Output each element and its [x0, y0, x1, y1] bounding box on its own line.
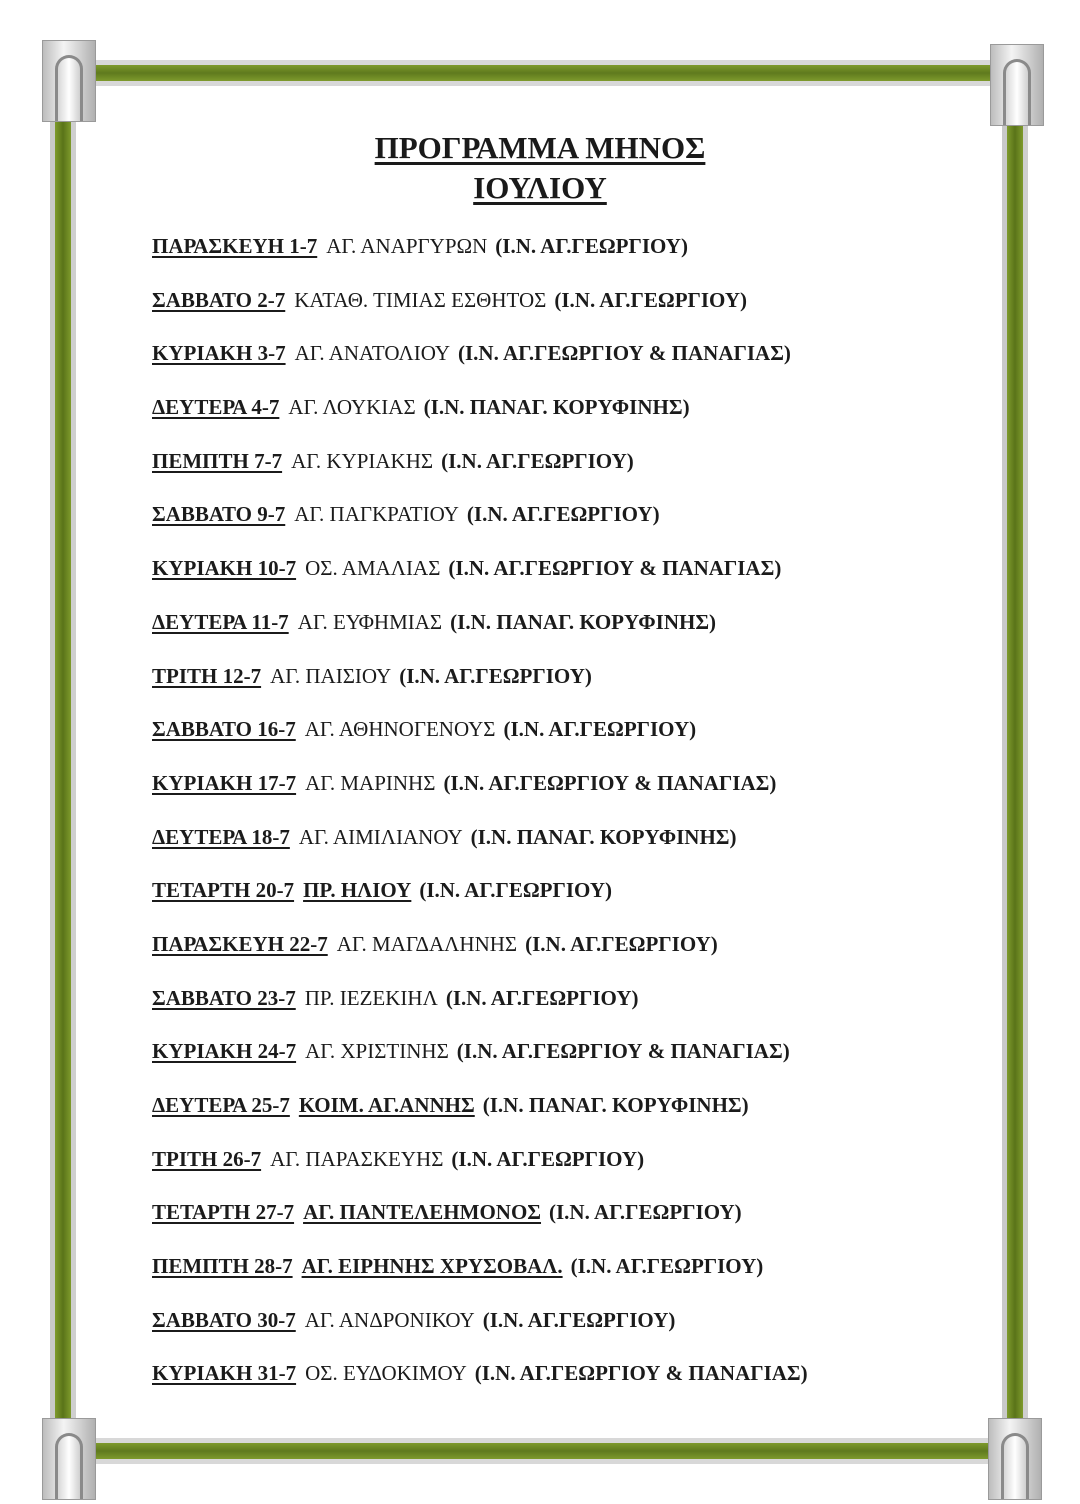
schedule-row: [152, 556, 952, 610]
schedule-day: ΣΑΒΒΑΤΟ 23-7: [152, 985, 296, 1010]
schedule-row: [152, 1147, 952, 1201]
schedule-day: ΤΡΙΤΗ 12-7: [152, 663, 262, 688]
schedule-row: [152, 771, 952, 825]
schedule-day: ΣΑΒΒΑΤΟ 16-7: [152, 717, 296, 742]
schedule-church: (Ι.Ν. ΑΓ.ΓΕΩΡΓΙΟΥ): [495, 234, 688, 258]
schedule-feast: ΑΓ. ΠΑΡΑΣΚΕΥΗΣ: [270, 1146, 444, 1171]
border-left: [50, 60, 76, 1464]
schedule-church: (Ι.Ν. ΑΓ.ΓΕΩΡΓΙΟΥ & ΠΑΝΑΓΙΑΣ): [458, 341, 791, 366]
schedule-day: ΚΥΡΙΑΚΗ 24-7: [152, 1039, 297, 1064]
schedule-day: ΣΑΒΒΑΤΟ 2-7: [152, 287, 286, 312]
schedule-church: (Ι.Ν. ΑΓ.ΓΕΩΡΓΙΟΥ): [399, 663, 592, 688]
schedule-day: ΠΕΜΠΤΗ 28-7: [152, 1254, 293, 1279]
schedule-row: [152, 288, 952, 342]
schedule-day: ΤΕΤΑΡΤΗ 20-7: [152, 878, 295, 903]
schedule-day: ΚΥΡΙΑΚΗ 3-7: [152, 341, 286, 366]
schedule-row: [152, 664, 952, 718]
schedule-feast: ΑΓ. ΕΥΦΗΜΙΑΣ: [297, 609, 443, 634]
schedule-list: [152, 234, 952, 1415]
schedule-church: (Ι.Ν. ΑΓ.ΓΕΩΡΓΙΟΥ): [554, 287, 748, 312]
schedule-day: ΔΕΥΤΕΡΑ 4-7: [152, 395, 280, 420]
schedule-day: ΚΥΡΙΑΚΗ 17-7: [152, 770, 297, 795]
schedule-feast: ΑΓ. ΑΝΔΡΟΝΙΚΟΥ: [304, 1307, 475, 1332]
schedule-feast: ΑΓ. ΠΑΝΤΕΛΕΗΜΟΝΟΣ: [303, 1200, 542, 1225]
schedule-church: (Ι.Ν. ΠΑΝΑΓ. ΚΟΡΥΦΙΝΗΣ): [482, 1093, 749, 1117]
schedule-church: (Ι.Ν. ΑΓ.ΓΕΩΡΓΙΟΥ): [482, 1307, 676, 1332]
schedule-row: [152, 1093, 952, 1147]
schedule-feast: ΑΓ. ΠΑΙΣΙΟΥ: [270, 663, 392, 688]
title-line-2: ΙΟΥΛΙΟΥ: [473, 170, 607, 205]
schedule-day: ΔΕΥΤΕΡΑ 11-7: [152, 609, 289, 634]
schedule-feast: ΑΓ. ΠΑΓΚΡΑΤΙΟΥ: [294, 502, 459, 527]
schedule-feast: ΚΑΤΑΘ. ΤΙΜΙΑΣ ΕΣΘΗΤΟΣ: [294, 287, 547, 312]
schedule-feast: ΚΟΙΜ. ΑΓ.ΑΝΝΗΣ: [298, 1093, 475, 1117]
page-title: [0, 128, 1080, 208]
schedule-feast: ΟΣ. ΕΥΔΟΚΙΜΟΥ: [305, 1361, 467, 1386]
schedule-church: (Ι.Ν. ΑΓ.ΓΕΩΡΓΙΟΥ & ΠΑΝΑΓΙΑΣ): [443, 770, 777, 795]
schedule-church: (Ι.Ν. ΠΑΝΑΓ. ΚΟΡΥΦΙΝΗΣ): [450, 609, 717, 634]
border-right: [1002, 60, 1028, 1464]
schedule-day: ΠΑΡΑΣΚΕΥΗ 1-7: [152, 234, 318, 258]
schedule-row: [152, 1039, 952, 1093]
schedule-feast: ΑΓ. ΜΑΡΙΝΗΣ: [305, 770, 436, 795]
schedule-feast: ΟΣ. ΑΜΑΛΙΑΣ: [305, 556, 441, 581]
schedule-day: ΤΕΤΑΡΤΗ 27-7: [152, 1200, 295, 1225]
schedule-row: [152, 449, 952, 503]
schedule-day: ΣΑΒΒΑΤΟ 9-7: [152, 502, 286, 527]
schedule-day: ΚΥΡΙΑΚΗ 31-7: [152, 1361, 297, 1386]
schedule-day: ΣΑΒΒΑΤΟ 30-7: [152, 1307, 296, 1332]
schedule-row: [152, 341, 952, 395]
schedule-church: (Ι.Ν. ΑΓ.ΓΕΩΡΓΙΟΥ): [441, 448, 634, 473]
schedule-day: ΔΕΥΤΕΡΑ 25-7: [152, 1093, 290, 1117]
schedule-feast: ΑΓ. ΕΙΡΗΝΗΣ ΧΡΥΣΟΒΑΛ.: [301, 1254, 563, 1279]
schedule-feast: ΑΓ. ΧΡΙΣΤΙΝΗΣ: [305, 1039, 449, 1064]
schedule-church: (Ι.Ν. ΑΓ.ΓΕΩΡΓΙΟΥ & ΠΑΝΑΓΙΑΣ): [474, 1361, 808, 1386]
schedule-feast: ΑΓ. ΛΟΥΚΙΑΣ: [288, 395, 416, 420]
schedule-feast: ΑΓ. ΚΥΡΙΑΚΗΣ: [291, 448, 434, 473]
schedule-day: ΠΑΡΑΣΚΕΥΗ 22-7: [152, 931, 328, 956]
schedule-church: (Ι.Ν. ΑΓ.ΓΕΩΡΓΙΟΥ): [445, 985, 639, 1010]
schedule-feast: ΑΓ. ΑΙΜΙΛΙΑΝΟΥ: [298, 824, 463, 849]
schedule-church: (Ι.Ν. ΑΓ.ΓΕΩΡΓΙΟΥ): [466, 502, 660, 527]
schedule-day: ΠΕΜΠΤΗ 7-7: [152, 448, 283, 473]
schedule-church: (Ι.Ν. ΑΓ.ΓΕΩΡΓΙΟΥ & ΠΑΝΑΓΙΑΣ): [456, 1039, 790, 1064]
schedule-feast: ΑΓ. ΑΝΑΡΓΥΡΩΝ: [326, 234, 488, 258]
schedule-day: ΚΥΡΙΑΚΗ 10-7: [152, 556, 297, 581]
schedule-row: [152, 1361, 952, 1415]
schedule-row: [152, 878, 952, 932]
schedule-row: [152, 234, 952, 288]
border-bottom: [60, 1438, 1020, 1464]
schedule-church: (Ι.Ν. ΑΓ.ΓΕΩΡΓΙΟΥ): [525, 931, 718, 956]
schedule-row: [152, 610, 952, 664]
schedule-church: (Ι.Ν. ΠΑΝΑΓ. ΚΟΡΥΦΙΝΗΣ): [423, 395, 690, 420]
schedule-church: (Ι.Ν. ΑΓ.ΓΕΩΡΓΙΟΥ): [451, 1146, 645, 1171]
schedule-row: [152, 717, 952, 771]
schedule-feast: ΑΓ. ΜΑΓΔΑΛΗΝΗΣ: [336, 931, 518, 956]
schedule-church: (Ι.Ν. ΑΓ.ΓΕΩΡΓΙΟΥ): [549, 1200, 742, 1225]
border-top: [60, 60, 1020, 86]
schedule-row: [152, 932, 952, 986]
schedule-feast: ΠΡ. ΗΛΙΟΥ: [303, 878, 412, 903]
schedule-church: (Ι.Ν. ΑΓ.ΓΕΩΡΓΙΟΥ & ΠΑΝΑΓΙΑΣ): [448, 556, 782, 581]
schedule-day: ΔΕΥΤΕΡΑ 18-7: [152, 824, 290, 849]
schedule-row: [152, 1200, 952, 1254]
schedule-row: [152, 1254, 952, 1308]
schedule-row: [152, 395, 952, 449]
corner-ornament-top-right: [990, 44, 1044, 126]
schedule-church: (Ι.Ν. ΑΓ.ΓΕΩΡΓΙΟΥ): [570, 1254, 764, 1279]
corner-ornament-bottom-right: [988, 1418, 1042, 1500]
schedule-feast: ΠΡ. ΙΕΖΕΚΙΗΛ: [304, 985, 438, 1010]
schedule-church: (Ι.Ν. ΠΑΝΑΓ. ΚΟΡΥΦΙΝΗΣ): [470, 824, 737, 849]
schedule-church: (Ι.Ν. ΑΓ.ΓΕΩΡΓΙΟΥ): [419, 878, 612, 903]
schedule-feast: ΑΓ. ΑΝΑΤΟΛΙΟΥ: [294, 341, 451, 366]
title-line-1: ΠΡΟΓΡΑΜΜΑ ΜΗΝΟΣ: [374, 130, 706, 165]
schedule-day: ΤΡΙΤΗ 26-7: [152, 1146, 262, 1171]
schedule-row: [152, 825, 952, 879]
corner-ornament-top-left: [42, 40, 96, 122]
schedule-feast: ΑΓ. ΑΘΗΝΟΓΕΝΟΥΣ: [304, 717, 496, 742]
corner-ornament-bottom-left: [42, 1418, 96, 1500]
schedule-row: [152, 1308, 952, 1362]
schedule-church: (Ι.Ν. ΑΓ.ΓΕΩΡΓΙΟΥ): [503, 717, 697, 742]
schedule-row: [152, 502, 952, 556]
schedule-row: [152, 986, 952, 1040]
